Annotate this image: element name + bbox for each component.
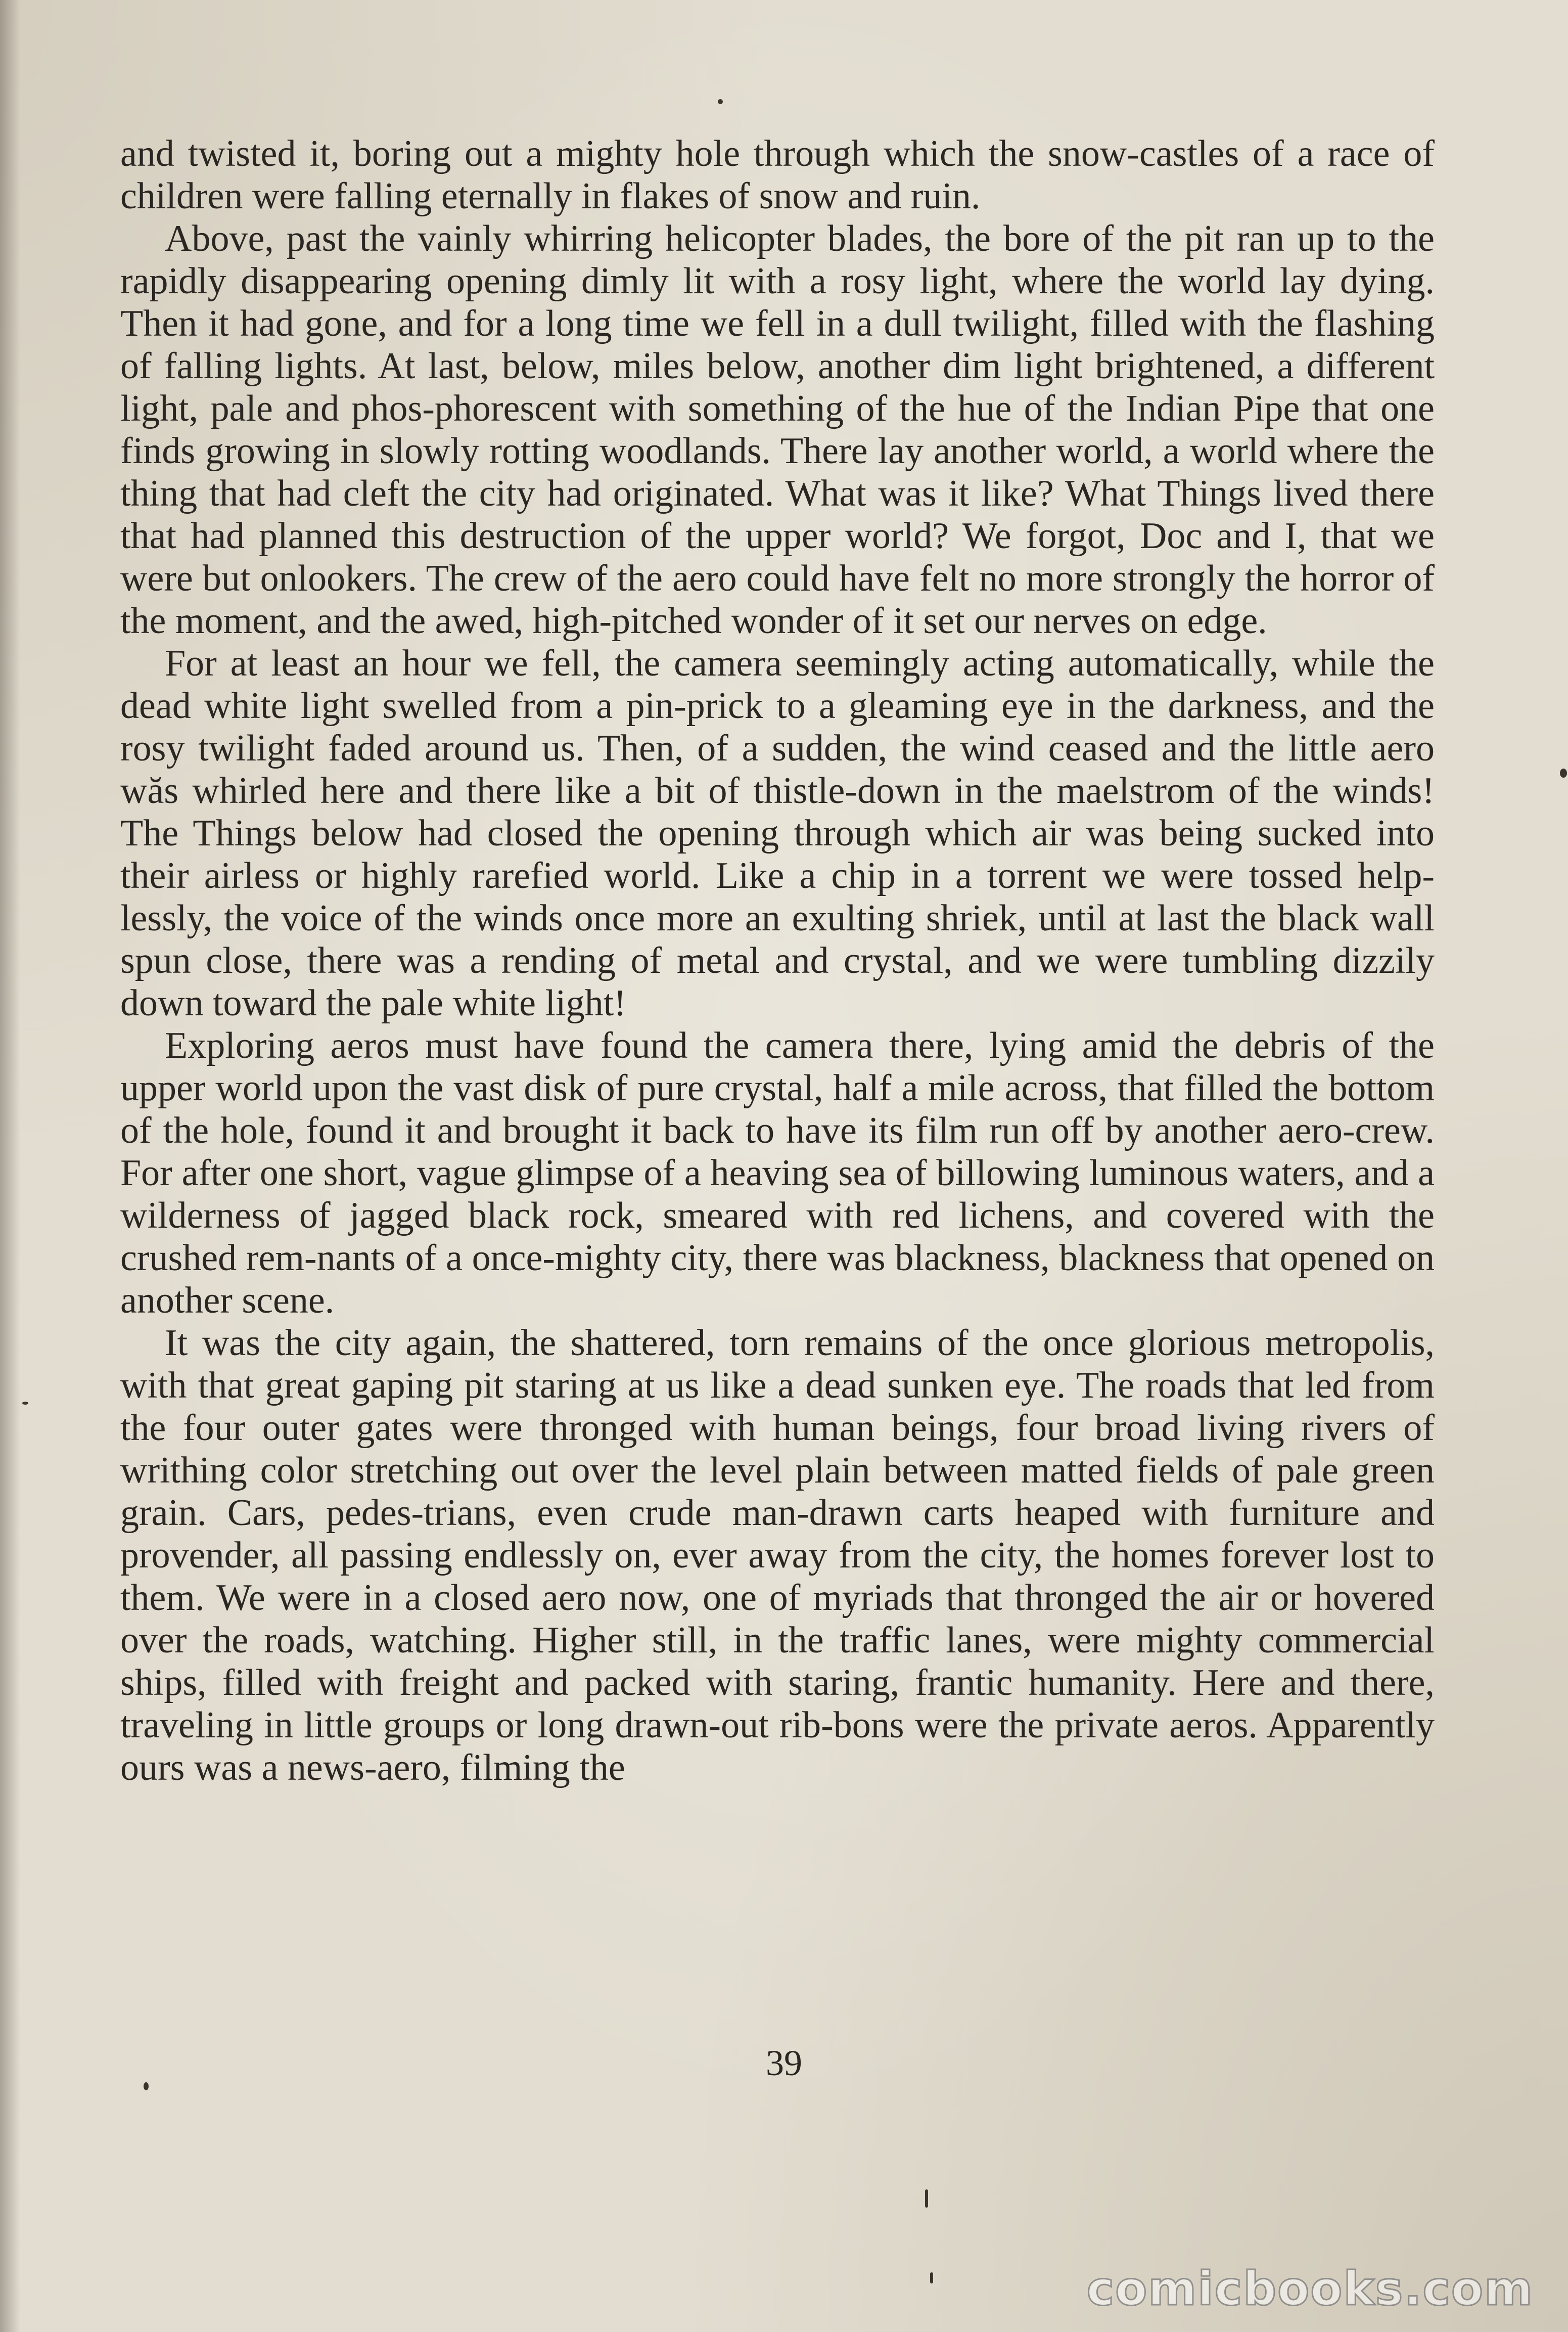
paragraph-4: Exploring aeros must have found the camera there, lying amid the debris of the upper world upon the vast disk of pure crystal, half a mile across, that filled the bottom of the hole, found it and brought it back to have its film run off by another aero-crew. For after one short, vague glimpse of a heaving sea of billowing luminous waters, and a wilderness of jagged black rock, smeared with red lichens, and covered with the crushed rem-nants of a once-mighty city, there was blackness, blackness that opened on another scene.	[120, 1025, 1435, 1321]
paragraph-5: It was the city again, the shattered, torn remains of the once glorious metropolis, with that great gaping pit staring at us like a dead sunken eye. The roads that led from the four outer gates were thronged with human beings, four broad living rivers of writhing color stretching out over the level plain between matted fields of pale green grain. Cars, pedes-trians, even crude man-drawn carts heaped with furniture and provender, all passing endlessly on, ever away from the city, the homes forever lost to them. We were in a closed aero now, one of myriads that thronged the air or hovered over the roads, watching. Higher still, in the traffic lanes, were mighty commercial ships, filled with freight and packed with staring, frantic humanity. Here and there, traveling in little groups or long drawn-out rib-bons were the private aeros. Apparently ours was a news-aero, filming the	[120, 1322, 1435, 1788]
ink-speck	[144, 2082, 149, 2090]
ink-speck	[22, 1402, 28, 1405]
ink-speck	[718, 99, 723, 104]
watermark-logo: comicbooks.com	[1086, 2262, 1534, 2316]
paragraph-3: For at least an hour we fell, the camera seemingly acting automatically, while the dead white light swelled from a pin-prick to a gleaming eye in the darkness, and the rosy twilight faded around us. Then, of a sudden, the wind ceased and the little aero wăs whirled here and there like a bit of thistle-down in the maelstrom of the winds! The Things below had closed the opening through which air was being sucked into their airless or highly rarefied world. Like a chip in a torrent we were tossed help-lessly, the voice of the winds once more an exulting shriek, until at last the black wall spun close, there was a rending of metal and crystal, and we were tumbling dizzily down toward the pale white light!	[120, 643, 1435, 1024]
body-text	[120, 132, 1435, 1789]
page-number: 39	[766, 2043, 802, 2083]
page-edge-shadow	[0, 0, 20, 2332]
paragraph-1: and twisted it, boring out a mighty hole through which the snow-castles of a race of children were falling eternally in flakes of snow and ruin.	[120, 133, 1435, 217]
ink-speck	[925, 2189, 928, 2208]
ink-speck	[930, 2272, 933, 2283]
paragraph-2: Above, past the vainly whirring helicopter blades, the bore of the pit ran up to the rapidly disappearing opening dimly lit with a rosy light, where the world lay dying. Then it had gone, and for a long time we fell in a dull twilight, filled with the flashing of falling lights. At last, below, miles below, another dim light brightened, a different light, pale and phos-phorescent with something of the hue of the Indian Pipe that one finds growing in slowly rotting woodlands. There lay another world, a world where the thing that had cleft the city had originated. What was it like? What Things lived there that had planned this destruction of the upper world? We forgot, Doc and I, that we were but onlookers. The crew of the aero could have felt no more strongly the horror of the moment, and the awed, high-pitched wonder of it set our nerves on edge.	[120, 218, 1435, 642]
ink-speck	[1560, 769, 1567, 778]
